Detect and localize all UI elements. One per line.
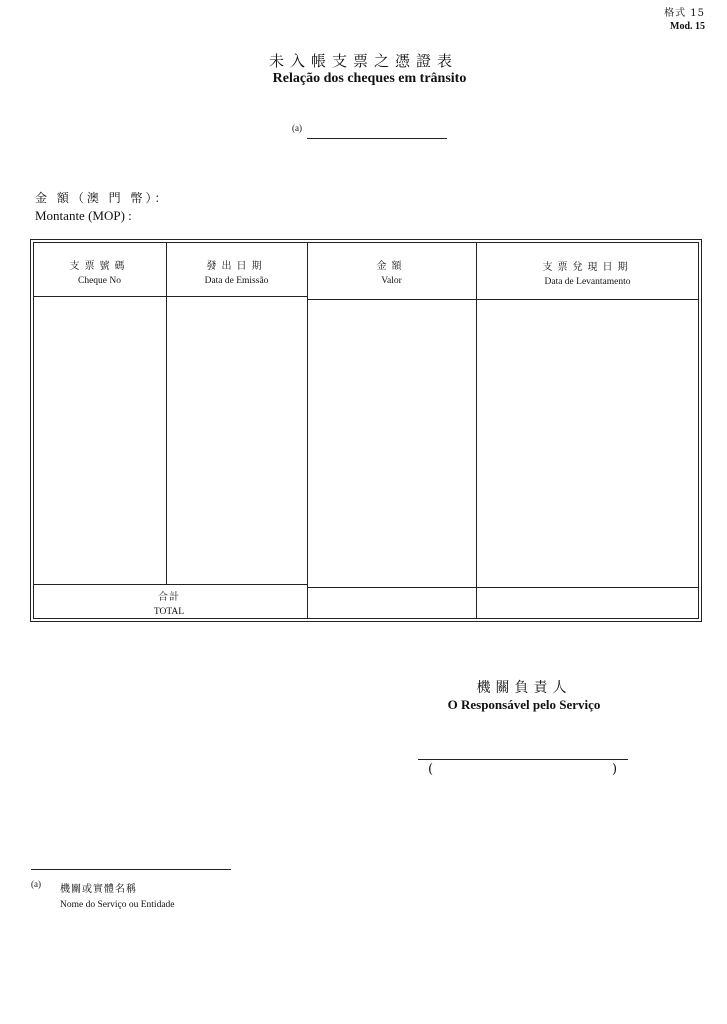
- column-header-cn: 支票號碼: [69, 261, 130, 272]
- column-header-pt: Cheque No: [77, 276, 121, 286]
- levantamento-cell[interactable]: [477, 300, 698, 586]
- total-valor-cell[interactable]: [308, 588, 475, 618]
- total-label-pt: TOTAL: [153, 607, 185, 617]
- title-cn: 未入帳支票之憑證表: [268, 52, 458, 70]
- total-levantamento-cell[interactable]: [477, 588, 698, 618]
- footnote-marker: (a): [31, 879, 41, 889]
- footnote-text-cn: 機關或實體名稱: [60, 884, 137, 895]
- total-divider: [33, 584, 307, 585]
- column-header-cn: 支票兌現日期: [542, 262, 633, 273]
- column-header-pt: Data de Levantamento: [544, 277, 631, 287]
- signatory-name-close-paren: ): [612, 762, 618, 777]
- cheque-no-cell[interactable]: [34, 297, 165, 583]
- footnote-text-pt: Nome do Serviço ou Entidade: [60, 900, 175, 910]
- valor-cell[interactable]: [308, 300, 475, 586]
- footnote-divider: [31, 869, 231, 870]
- column-header-pt: Valor: [381, 276, 402, 286]
- amount-label-cn: 金 額（澳 門 幣）：: [35, 191, 170, 205]
- entity-field-marker: (a): [292, 123, 302, 133]
- column-header-levantamento: [476, 258, 699, 287]
- issue-date-cell[interactable]: [167, 297, 306, 583]
- signatory-title-cn: 機關負責人: [476, 680, 572, 696]
- entity-field-line[interactable]: [307, 138, 447, 139]
- title-pt: Relação dos cheques em trânsito: [272, 71, 467, 86]
- form-code-cn: 格式 15: [664, 8, 705, 19]
- column-header-pt: Data de Emissão: [204, 276, 269, 286]
- column-header-issue-date: [166, 257, 307, 286]
- column-header-cn: 發出日期: [206, 261, 267, 272]
- signatory-name-open-paren: (: [428, 762, 434, 777]
- total-label-cn: 合計: [158, 592, 180, 603]
- column-header-cheque-no: [33, 257, 166, 286]
- column-header-cn: 金額: [376, 261, 407, 272]
- amount-label-pt: Montante (MOP) :: [35, 208, 132, 223]
- signature-line[interactable]: [418, 759, 628, 760]
- signatory-title-pt: O Responsável pelo Serviço: [447, 697, 601, 712]
- form-code-pt: Mod. 15: [670, 21, 705, 32]
- column-header-valor: [307, 257, 476, 286]
